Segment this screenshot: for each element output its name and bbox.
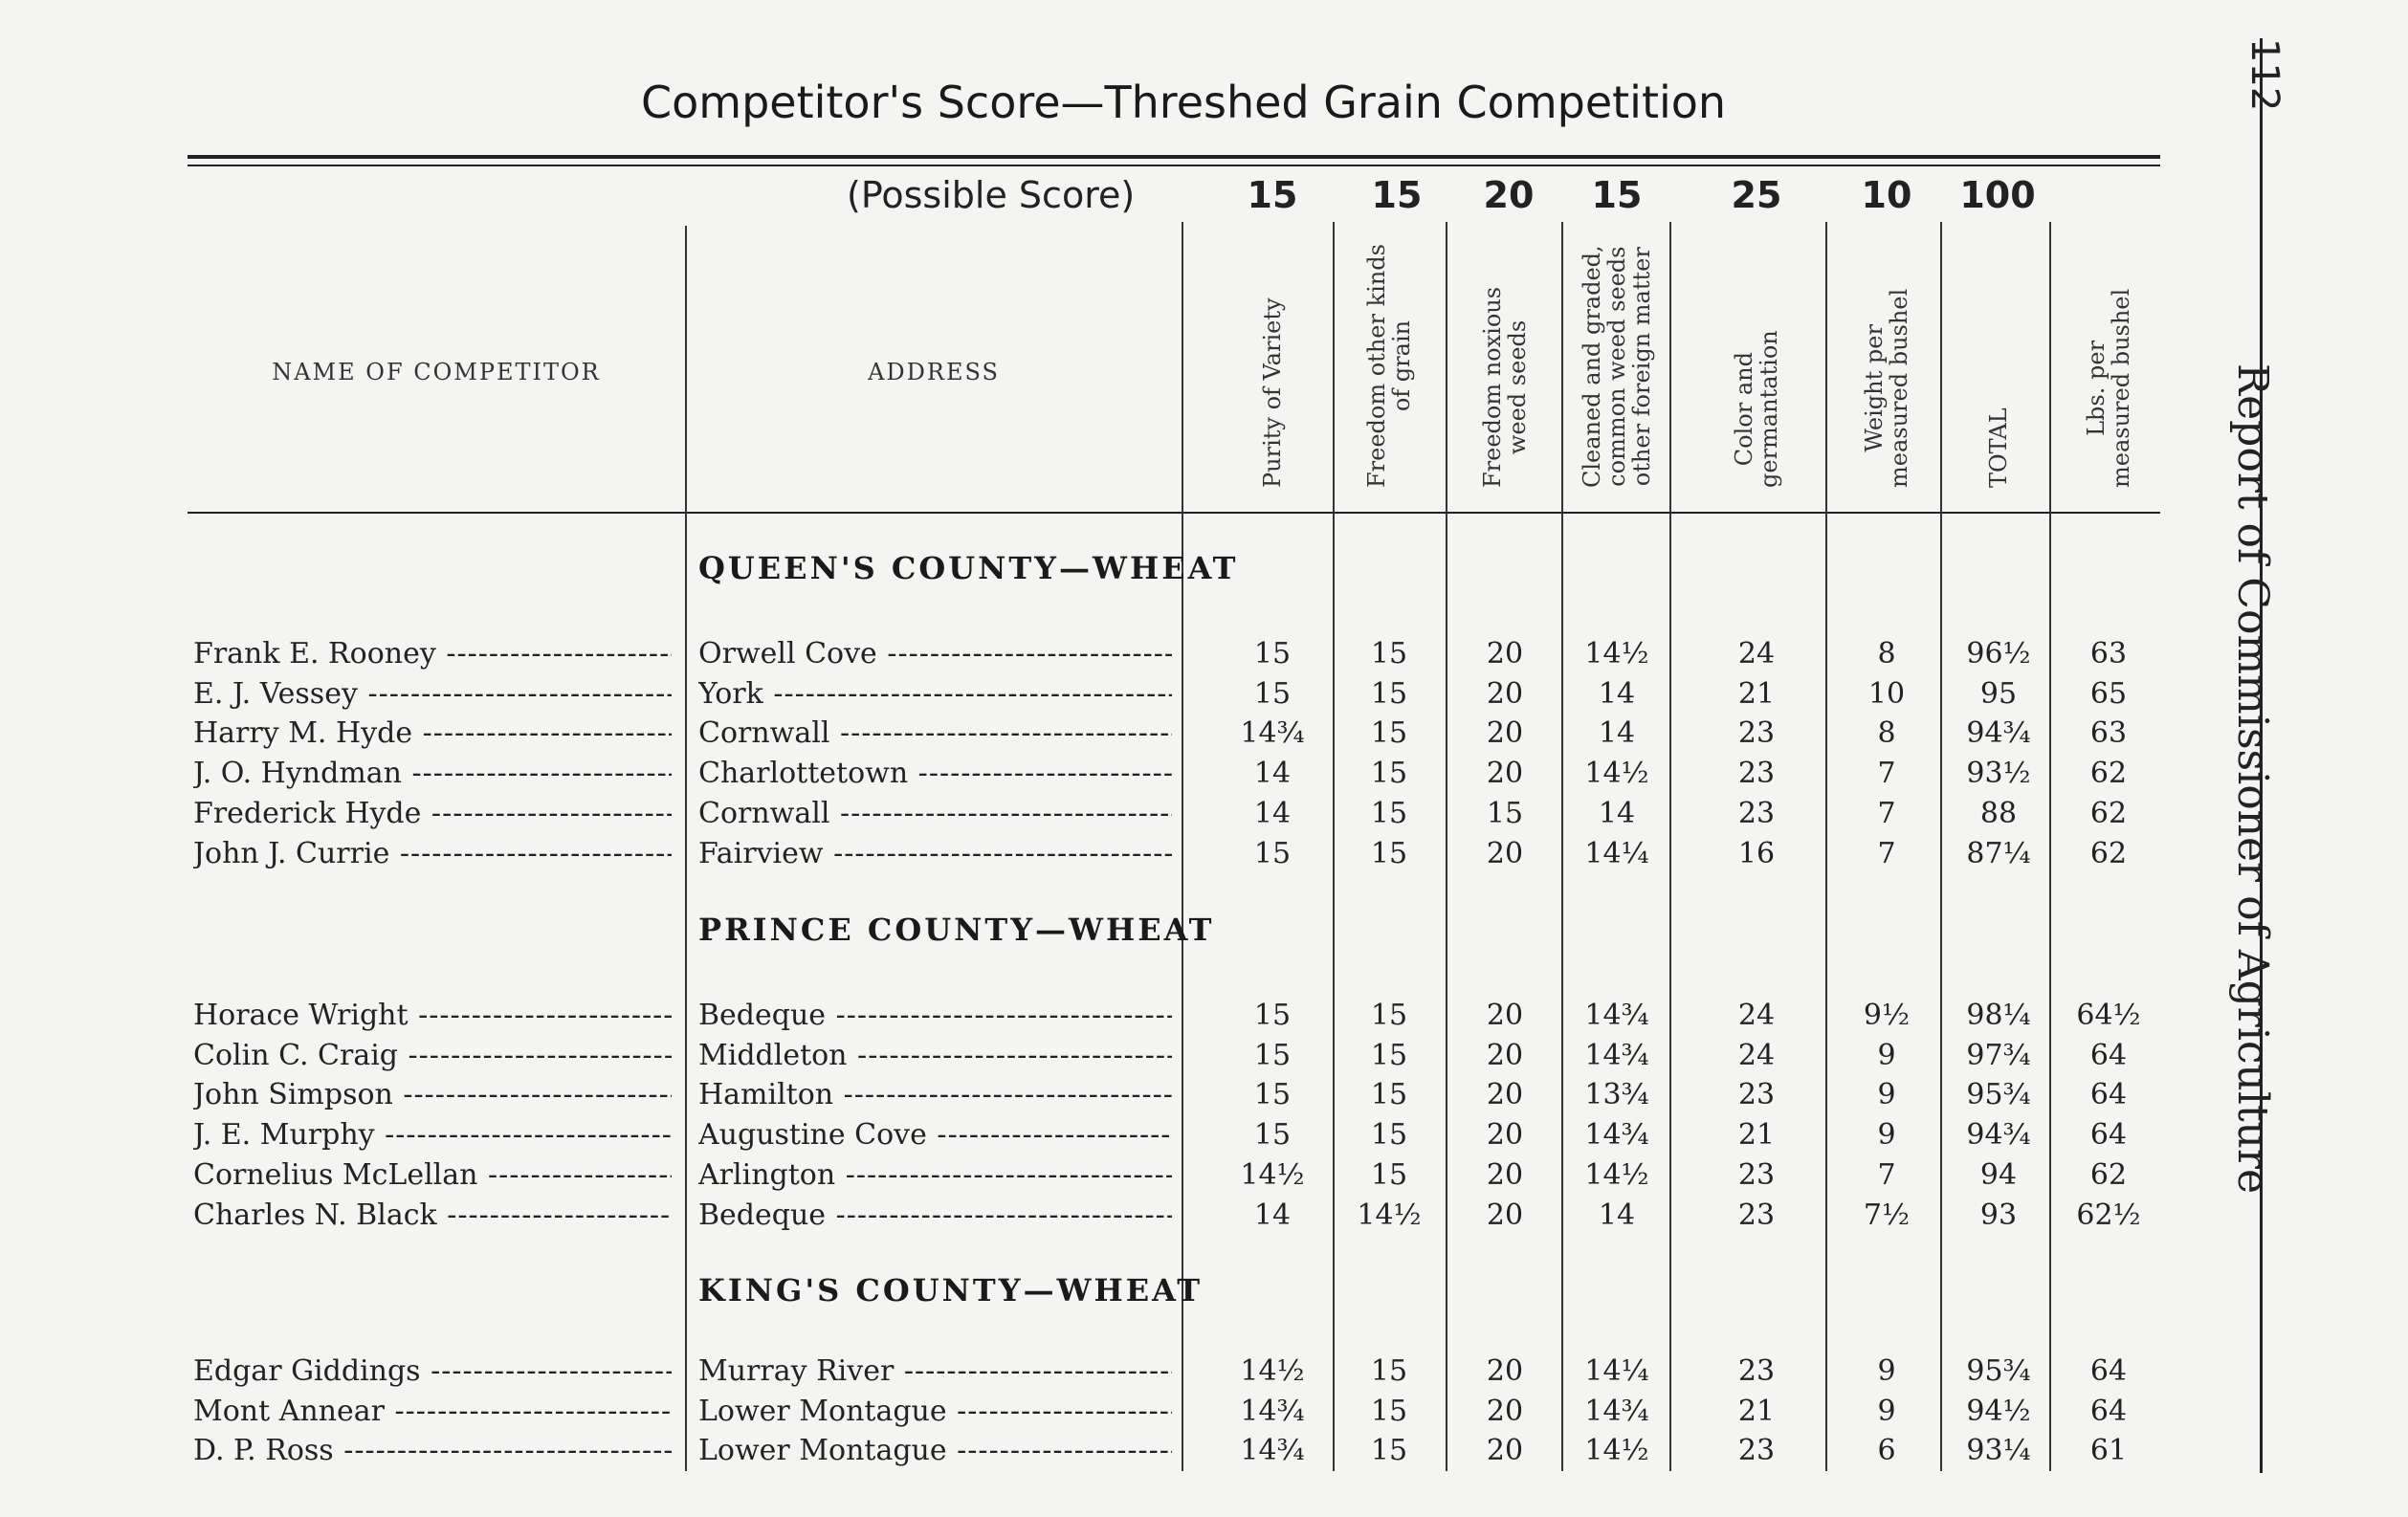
score-cell: 97¾ — [1966, 1038, 2031, 1072]
competitor-name: Frederick Hyde ----- — [193, 795, 672, 833]
score-cell: 14½ — [1240, 1354, 1305, 1388]
score-cell: 7 — [1877, 757, 1896, 791]
score-column-header — [1941, 230, 2056, 488]
score-cell: 15 — [1370, 637, 1408, 671]
table-row — [0, 635, 2200, 673]
score-cell: 15 — [1370, 1157, 1408, 1192]
score-column-header — [1215, 230, 1330, 488]
score-cell: 20 — [1486, 1118, 1524, 1153]
score-cell: 14¾ — [1584, 999, 1649, 1032]
competitor-address: Cornwall ----- — [698, 715, 1172, 753]
score-cell: 64½ — [2076, 999, 2141, 1032]
competitor-address: Lower Montague ----- — [698, 1432, 1172, 1470]
score-cell: 15 — [1370, 1078, 1408, 1112]
score-cell: 15 — [1253, 1118, 1292, 1153]
competitor-name: Edgar Giddings ----- — [193, 1352, 672, 1391]
score-cell: 14 — [1253, 757, 1292, 791]
score-cell: 9½ — [1863, 999, 1911, 1032]
score-cell: 14 — [1598, 676, 1636, 711]
score-cell: 23 — [1737, 1198, 1776, 1232]
score-cell: 23 — [1737, 757, 1776, 791]
score-cell: 16 — [1737, 836, 1776, 870]
competitor-name: Harry M. Hyde ----- — [193, 715, 672, 753]
competitor-name: J. O. Hyndman ----- — [193, 755, 672, 793]
table-row — [0, 1352, 2200, 1391]
score-cell: 14 — [1253, 796, 1292, 830]
score-cell: 20 — [1486, 1434, 1524, 1468]
score-column-header-label: Cleaned and graded, common weed seeds other foreign matter — [1579, 245, 1655, 488]
score-cell: 64 — [2089, 1118, 2128, 1153]
score-cell: 94¾ — [1966, 1118, 2031, 1153]
score-column-header-label: Lbs. per measured bushel — [2083, 288, 2134, 488]
score-cell: 15 — [1370, 1038, 1408, 1072]
score-cell: 14 — [1598, 716, 1636, 751]
score-cell: 15 — [1253, 1078, 1292, 1112]
score-cell: 93¼ — [1966, 1434, 2031, 1468]
score-cell: 62½ — [2076, 1198, 2141, 1232]
score-cell: 15 — [1486, 796, 1524, 830]
score-cell: 23 — [1737, 1078, 1776, 1112]
score-cell: 14¾ — [1584, 1118, 1649, 1153]
score-cell: 20 — [1486, 676, 1524, 711]
competitor-name: Mont Annear ----- — [193, 1393, 672, 1431]
score-cell: 9 — [1877, 1038, 1896, 1072]
score-cell: 7½ — [1863, 1198, 1911, 1232]
competitor-address: Lower Montague ----- — [698, 1393, 1172, 1431]
score-cell: 23 — [1737, 1157, 1776, 1192]
score-cell: 20 — [1486, 1038, 1524, 1072]
page-title: Competitor's Score—Threshed Grain Competition — [641, 77, 1727, 128]
score-cell: 15 — [1370, 1434, 1408, 1468]
score-cell: 7 — [1877, 796, 1896, 830]
section-heading: PRINCE COUNTY—WHEAT — [698, 912, 1215, 948]
table-row — [0, 1432, 2200, 1470]
score-cell: 15 — [1253, 676, 1292, 711]
table-row — [0, 795, 2200, 833]
score-cell: 20 — [1486, 1394, 1524, 1428]
score-column-header-label: Freedom noxious weed seeds — [1479, 286, 1531, 488]
competitor-address: Arlington ----- — [698, 1156, 1172, 1195]
competitor-name: Cornelius McLellan ----- — [193, 1156, 672, 1195]
score-cell: 14 — [1598, 1198, 1636, 1232]
score-cell: 14¾ — [1584, 1038, 1649, 1072]
score-cell: 15 — [1253, 1038, 1292, 1072]
score-column-header-label: Purity of Variety — [1259, 297, 1286, 488]
score-cell: 14½ — [1584, 1157, 1649, 1192]
score-cell: 14¾ — [1584, 1394, 1649, 1428]
score-cell: 64 — [2089, 1354, 2128, 1388]
score-cell: 94 — [1979, 1157, 2018, 1192]
competitor-name: E. J. Vessey ----- — [193, 675, 672, 714]
table-row — [0, 755, 2200, 793]
table-row — [0, 1037, 2200, 1075]
top-rule-thin — [188, 165, 2160, 166]
score-cell: 20 — [1486, 836, 1524, 870]
score-cell: 8 — [1877, 637, 1896, 671]
table-row — [0, 1393, 2200, 1431]
score-cell: 64 — [2089, 1394, 2128, 1428]
score-cell: 10 — [1867, 676, 1906, 711]
score-cell: 14¾ — [1240, 1434, 1305, 1468]
score-cell: 98¼ — [1966, 999, 2031, 1032]
score-cell: 87¼ — [1966, 836, 2031, 870]
table-row — [0, 1116, 2200, 1154]
score-cell: 13¾ — [1584, 1078, 1649, 1112]
score-cell: 23 — [1737, 716, 1776, 751]
score-cell: 96½ — [1966, 637, 2031, 671]
score-cell: 23 — [1737, 1434, 1776, 1468]
score-cell: 14¼ — [1584, 836, 1649, 870]
table-row — [0, 1197, 2200, 1235]
score-cell: 15 — [1370, 1354, 1408, 1388]
score-column-header — [1829, 230, 1944, 488]
score-cell: 94½ — [1966, 1394, 2031, 1428]
score-cell: 15 — [1253, 836, 1292, 870]
score-cell: 15 — [1253, 637, 1292, 671]
section-heading: KING'S COUNTY—WHEAT — [698, 1272, 1204, 1308]
score-column-header-label: Color and germantation — [1731, 330, 1782, 488]
possible-score-value: 100 — [1959, 174, 2036, 216]
competitor-name: John Simpson ----- — [193, 1076, 672, 1114]
competitor-name: J. E. Murphy ----- — [193, 1116, 672, 1154]
score-cell: 15 — [1370, 999, 1408, 1032]
score-cell: 15 — [1370, 796, 1408, 830]
score-cell: 20 — [1486, 1198, 1524, 1232]
score-column-header — [1559, 230, 1674, 488]
competitor-name: Colin C. Craig ----- — [193, 1037, 672, 1075]
score-cell: 9 — [1877, 1354, 1896, 1388]
score-cell: 9 — [1877, 1118, 1896, 1153]
score-cell: 24 — [1737, 999, 1776, 1032]
score-cell: 15 — [1370, 1394, 1408, 1428]
score-cell: 9 — [1877, 1078, 1896, 1112]
score-cell: 62 — [2089, 757, 2128, 791]
score-cell: 64 — [2089, 1038, 2128, 1072]
score-column-header-label: Weight per measured bushel — [1861, 288, 1912, 488]
table-row — [0, 1076, 2200, 1114]
score-cell: 21 — [1737, 1118, 1776, 1153]
score-cell: 94¾ — [1966, 716, 2031, 751]
competitor-name: D. P. Ross ----- — [193, 1432, 672, 1470]
score-cell: 95¾ — [1966, 1354, 2031, 1388]
score-cell: 8 — [1877, 716, 1896, 751]
score-cell: 7 — [1877, 836, 1896, 870]
competitor-address: Bedeque ----- — [698, 1197, 1172, 1235]
score-cell: 24 — [1737, 1038, 1776, 1072]
address-column-header: ADDRESS — [868, 359, 1000, 385]
score-column-header — [1447, 230, 1562, 488]
score-cell: 14¾ — [1240, 1394, 1305, 1428]
competitor-address: Charlottetown ----- — [698, 755, 1172, 793]
header-rule — [188, 512, 2160, 514]
score-column-header-label: TOTAL — [1985, 407, 2012, 488]
score-cell: 62 — [2089, 1157, 2128, 1192]
possible-score-label: (Possible Score) — [847, 174, 1136, 216]
score-cell: 7 — [1877, 1157, 1896, 1192]
possible-score-value: 25 — [1731, 174, 1782, 216]
score-column-header — [2051, 230, 2166, 488]
score-cell: 20 — [1486, 757, 1524, 791]
score-cell: 62 — [2089, 836, 2128, 870]
competitor-name: Frank E. Rooney ----- — [193, 635, 672, 673]
table-row — [0, 997, 2200, 1035]
score-cell: 14 — [1253, 1198, 1292, 1232]
score-cell: 15 — [1370, 676, 1408, 711]
score-cell: 15 — [1370, 757, 1408, 791]
running-head: Report of Commissioner of Agriculture — [2228, 363, 2277, 1195]
name-column-header: NAME OF COMPETITOR — [272, 359, 601, 385]
top-rule-thick — [188, 155, 2160, 159]
table-row — [0, 835, 2200, 873]
score-cell: 21 — [1737, 1394, 1776, 1428]
score-cell: 14½ — [1584, 1434, 1649, 1468]
competitor-address: Cornwall ----- — [698, 795, 1172, 833]
score-cell: 20 — [1486, 1157, 1524, 1192]
competitor-address: Middleton ----- — [698, 1037, 1172, 1075]
score-cell: 20 — [1486, 1354, 1524, 1388]
score-cell: 61 — [2089, 1434, 2128, 1468]
competitor-address: Augustine Cove ----- — [698, 1116, 1172, 1154]
score-cell: 15 — [1253, 999, 1292, 1032]
possible-score-value: 15 — [1247, 174, 1298, 216]
possible-score-value: 15 — [1371, 174, 1423, 216]
score-cell: 14 — [1598, 796, 1636, 830]
competitor-address: York ----- — [698, 675, 1172, 714]
score-cell: 14½ — [1584, 637, 1649, 671]
competitor-address: Hamilton ----- — [698, 1076, 1172, 1114]
competitor-address: Bedeque ----- — [698, 997, 1172, 1035]
score-cell: 64 — [2089, 1078, 2128, 1112]
table-row — [0, 1156, 2200, 1195]
score-cell: 63 — [2089, 637, 2128, 671]
section-heading: QUEEN'S COUNTY—WHEAT — [698, 550, 1239, 586]
competitor-name: Horace Wright ----- — [193, 997, 672, 1035]
score-cell: 14¾ — [1240, 716, 1305, 751]
score-cell: 24 — [1737, 637, 1776, 671]
score-cell: 20 — [1486, 716, 1524, 751]
score-cell: 62 — [2089, 796, 2128, 830]
page-number: 112 — [2242, 38, 2286, 112]
score-cell: 23 — [1737, 1354, 1776, 1388]
score-cell: 63 — [2089, 716, 2128, 751]
score-cell: 15 — [1370, 836, 1408, 870]
score-cell: 95 — [1979, 676, 2018, 711]
competitor-address: Orwell Cove ----- — [698, 635, 1172, 673]
score-cell: 20 — [1486, 999, 1524, 1032]
score-cell: 23 — [1737, 796, 1776, 830]
table-row — [0, 675, 2200, 714]
score-cell: 65 — [2089, 676, 2128, 711]
score-column-header — [1332, 230, 1447, 488]
competitor-address: Fairview ----- — [698, 835, 1172, 873]
score-column-header-label: Freedom other kinds of grain — [1363, 244, 1415, 488]
competitor-address: Murray River ----- — [698, 1352, 1172, 1391]
score-cell: 21 — [1737, 676, 1776, 711]
possible-score-value: 10 — [1861, 174, 1912, 216]
possible-score-value: 20 — [1483, 174, 1535, 216]
score-cell: 9 — [1877, 1394, 1896, 1428]
score-cell: 88 — [1979, 796, 2018, 830]
score-cell: 95¾ — [1966, 1078, 2031, 1112]
table-row — [0, 715, 2200, 753]
score-cell: 15 — [1370, 716, 1408, 751]
score-cell: 14½ — [1240, 1157, 1305, 1192]
score-cell: 6 — [1877, 1434, 1896, 1468]
score-cell: 93 — [1979, 1198, 2018, 1232]
score-cell: 14¼ — [1584, 1354, 1649, 1388]
score-column-header — [1699, 230, 1814, 488]
score-cell: 15 — [1370, 1118, 1408, 1153]
score-cell: 14½ — [1357, 1198, 1422, 1232]
score-cell: 93½ — [1966, 757, 2031, 791]
score-cell: 20 — [1486, 1078, 1524, 1112]
score-cell: 20 — [1486, 637, 1524, 671]
score-cell: 14½ — [1584, 757, 1649, 791]
competitor-name: Charles N. Black ----- — [193, 1197, 672, 1235]
possible-score-value: 15 — [1591, 174, 1643, 216]
competitor-name: John J. Currie ----- — [193, 835, 672, 873]
